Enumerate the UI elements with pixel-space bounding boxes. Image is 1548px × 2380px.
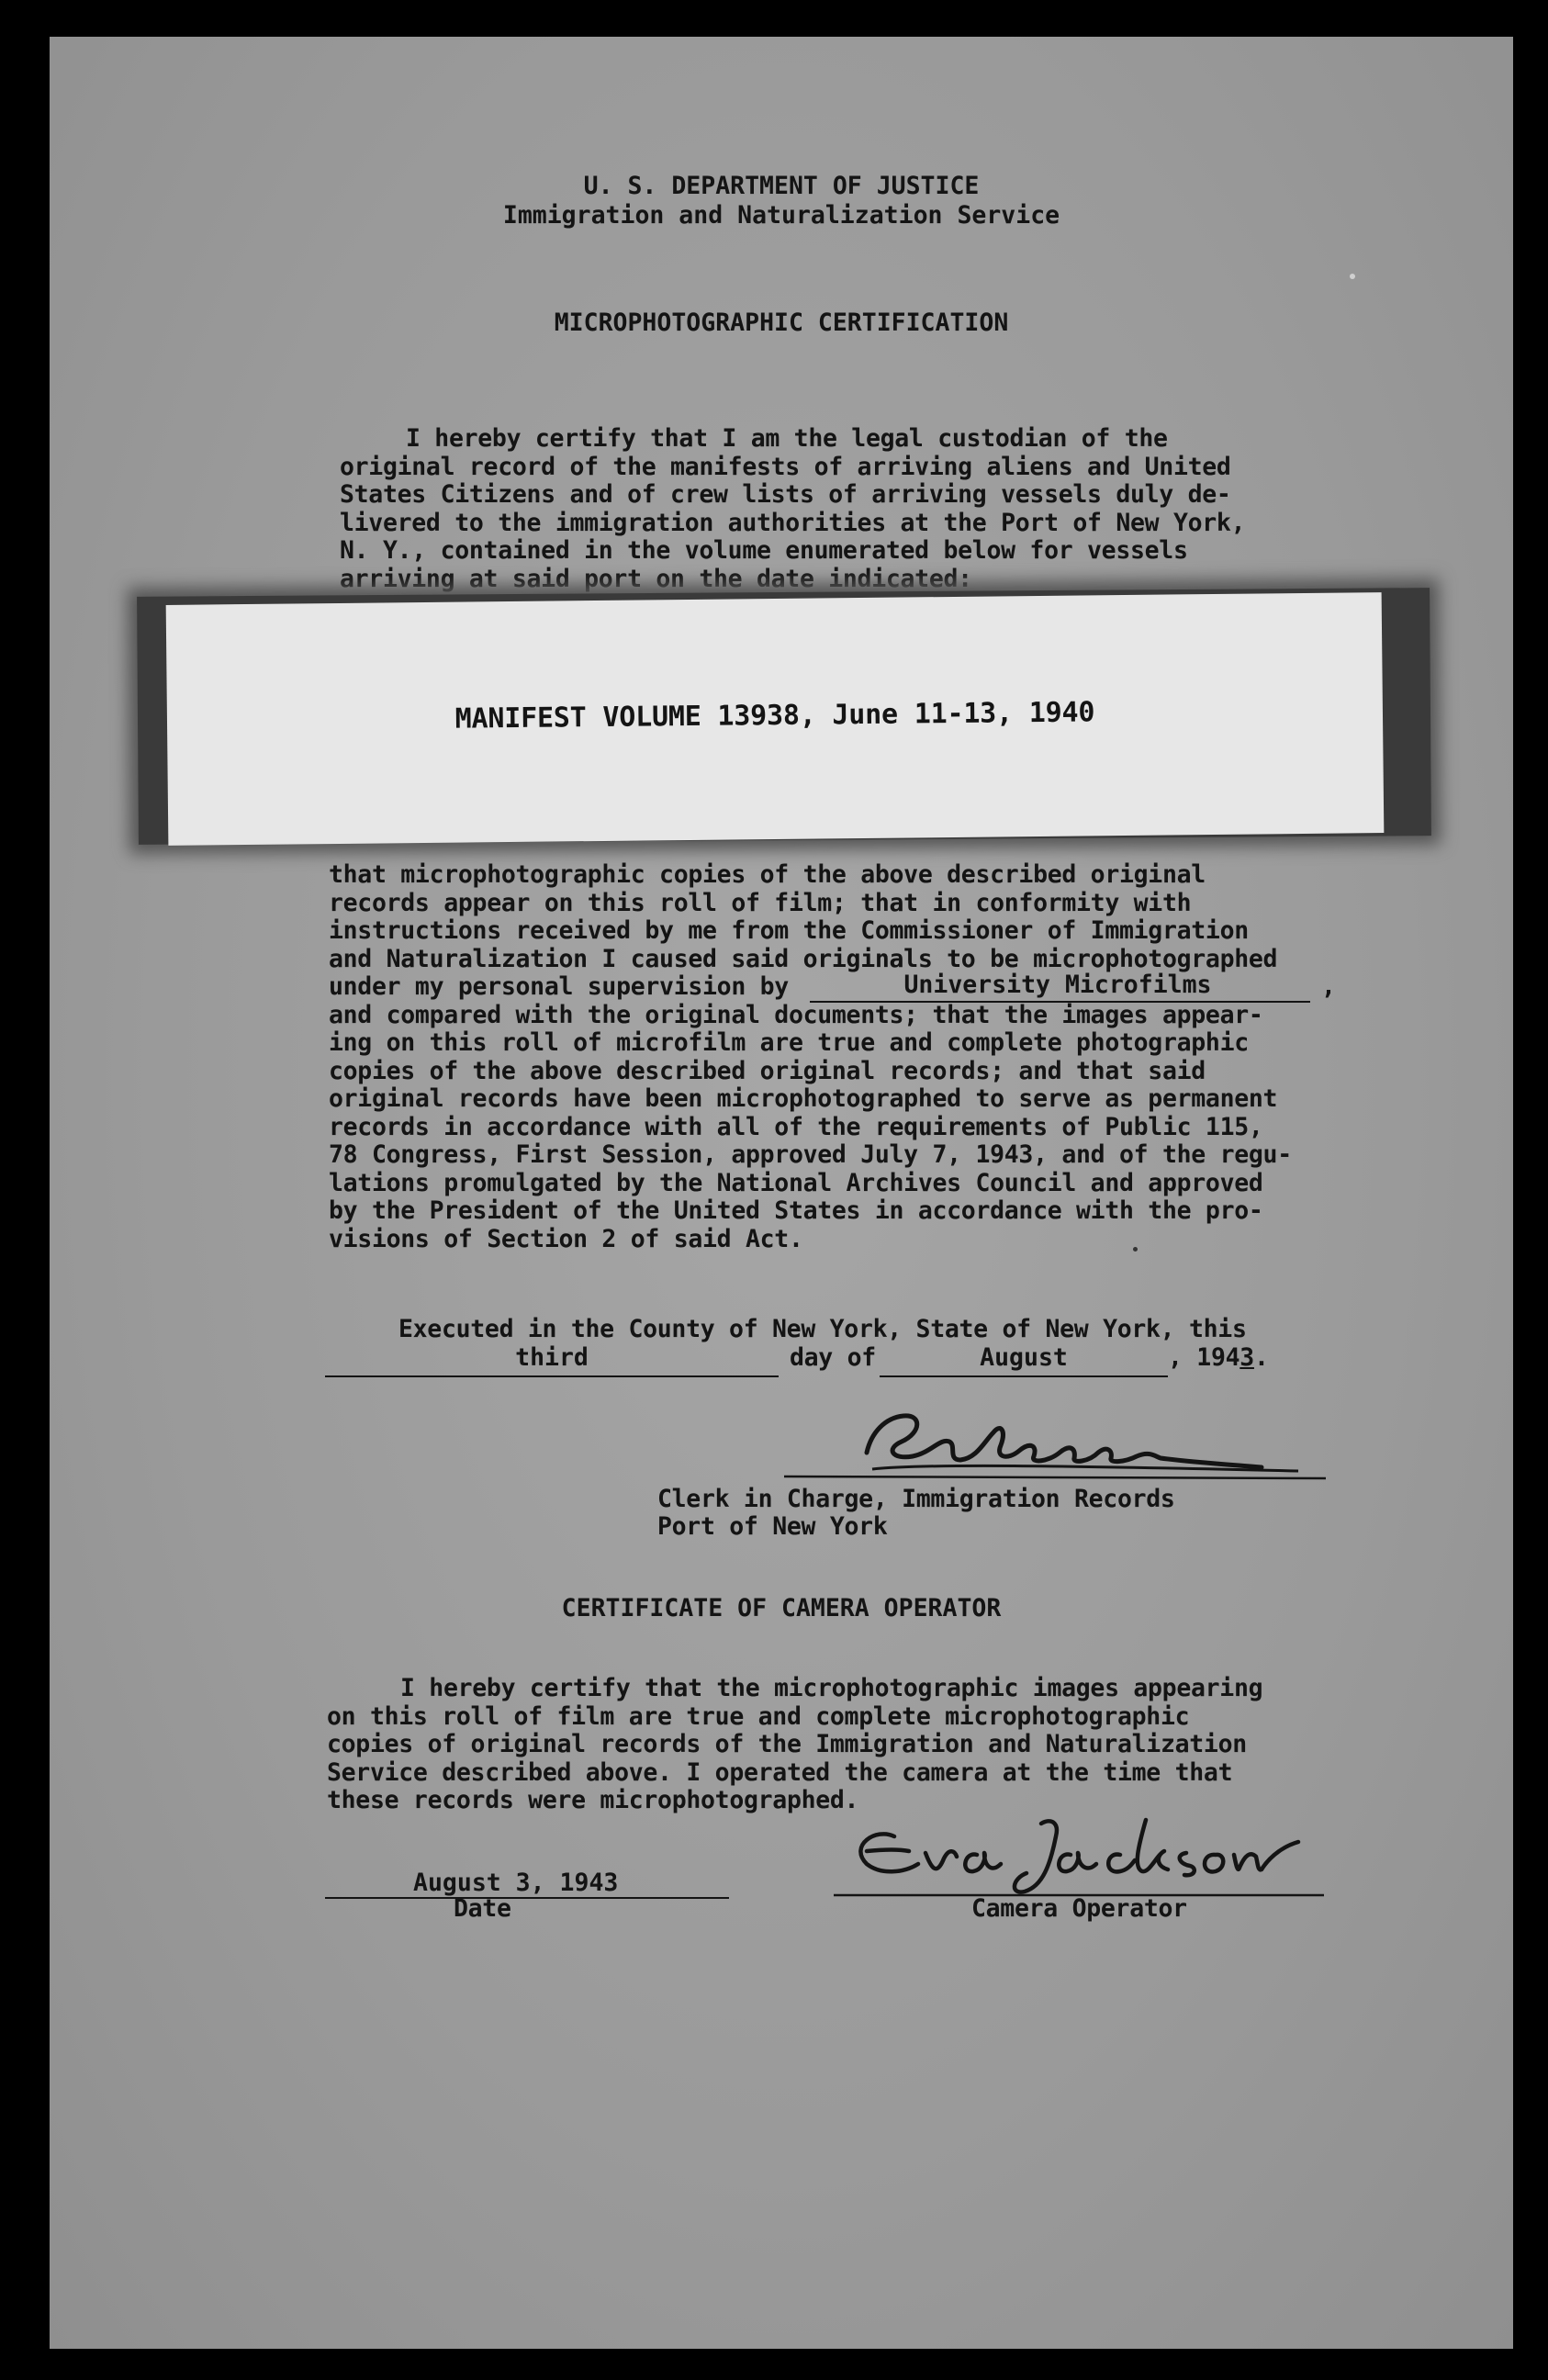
month-value: August <box>980 1343 1068 1372</box>
intro-line: N. Y., contained in the volume enumerated below for vessels <box>340 536 1188 565</box>
intro-line: livered to the immigration authorities at the Port of New York, <box>340 508 1246 537</box>
day-value: third <box>515 1343 589 1372</box>
date-value: August 3, 1943 <box>413 1869 619 1897</box>
camera-line: I hereby certify that the microphotographic images appearing <box>400 1674 1263 1702</box>
day-of-label: day of <box>790 1343 876 1372</box>
body-line: instructions received by me from the Commissioner of Immigration <box>329 916 1249 945</box>
service-heading: Immigration and Naturalization Service <box>502 201 1060 230</box>
paper-speck <box>1133 1247 1138 1252</box>
executed-line: Executed in the County of New York, State of New York, this <box>398 1315 1247 1343</box>
year-period: . <box>1253 1343 1269 1372</box>
year-prefix: , 194 <box>1168 1343 1240 1372</box>
date-underline <box>325 1897 729 1899</box>
supervision-value: University Microfilms <box>903 971 1212 999</box>
intro-paragraph <box>340 425 1245 593</box>
clerk-title: Clerk in Charge, Immigration Records <box>657 1485 1175 1513</box>
body-paragraph <box>329 861 1336 1253</box>
intro-line: I hereby certify that I am the legal custodian of the <box>406 424 1168 453</box>
operator-label: Camera Operator <box>971 1894 1187 1923</box>
year-field <box>1168 1344 1269 1372</box>
year-digit: 3 <box>1240 1343 1254 1372</box>
body-line: ing on this roll of microfilm are true and complete photographic <box>329 1028 1249 1057</box>
body-line: 78 Congress, First Session, approved July 7, 1943, and of the regu- <box>329 1140 1292 1169</box>
paper-speck <box>1350 274 1355 279</box>
camera-certificate-title: CERTIFICATE OF CAMERA OPERATOR <box>561 1594 1002 1622</box>
body-line: records in accordance with all of the requirements of Public 115, <box>329 1112 1263 1141</box>
body-line: lations promulgated by the National Archives Council and approved <box>329 1168 1263 1197</box>
body-line: and Naturalization I caused said originals to be microphotographed <box>329 944 1278 973</box>
month-underline <box>880 1375 1168 1377</box>
camera-line: these records were microphotographed. <box>327 1786 859 1814</box>
document-page <box>50 37 1513 2349</box>
body-line: original records have been microphotographed to serve as permanent <box>329 1084 1278 1113</box>
manifest-volume-label: MANIFEST VOLUME 13938, June 11-13, 1940 <box>454 696 1095 735</box>
body-line: and compared with the original documents; that the images appear- <box>329 1000 1263 1029</box>
intro-line: arriving at said port on the date indicated: <box>340 564 972 593</box>
clerk-location: Port of New York <box>657 1512 888 1541</box>
body-line: records appear on this roll of film; that in conformity with <box>329 888 1192 917</box>
body-line: that microphotographic copies of the above described original <box>329 860 1206 889</box>
pasted-volume-slip <box>166 592 1385 846</box>
supervision-suffix: , <box>1320 972 1336 1001</box>
camera-paragraph <box>327 1675 1262 1815</box>
day-underline <box>325 1375 779 1377</box>
camera-line: Service described above. I operated the camera at the time that <box>327 1757 1233 1787</box>
camera-line: copies of original records of the Immigration and Naturalization <box>327 1730 1247 1758</box>
department-heading: U. S. DEPARTMENT OF JUSTICE <box>583 172 980 200</box>
clerk-signature <box>784 1405 1335 1488</box>
supervision-underline <box>810 1001 1310 1003</box>
intro-line: States Citizens and of crew lists of arriving vessels duly de- <box>340 480 1231 509</box>
body-line: visions of Section 2 of said Act. <box>329 1224 803 1253</box>
intro-line: original record of the manifests of arriving aliens and United <box>340 452 1231 481</box>
operator-signature <box>830 1800 1335 1901</box>
supervision-prefix: under my personal supervision by <box>329 972 789 1001</box>
body-line: copies of the above described original records; and that said <box>329 1056 1206 1085</box>
certification-title: MICROPHOTOGRAPHIC CERTIFICATION <box>554 309 1009 337</box>
date-label: Date <box>454 1894 511 1923</box>
camera-line: on this roll of film are true and complete microphotographic <box>327 1701 1190 1731</box>
body-line: by the President of the United States in accordance with the pro- <box>329 1196 1263 1225</box>
